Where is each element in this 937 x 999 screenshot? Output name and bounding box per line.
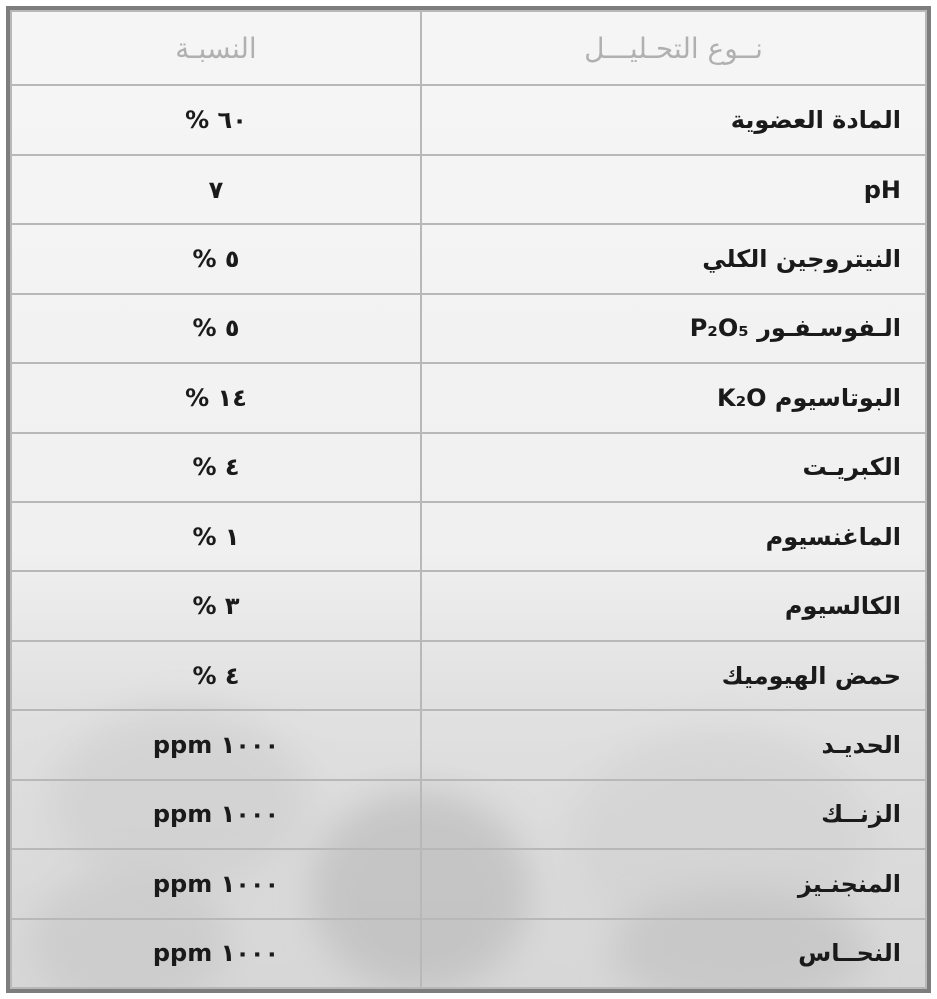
row-label: النيتروجين الكلي <box>421 224 926 293</box>
row-value: ١٤ % <box>11 363 421 432</box>
table-row <box>11 919 926 988</box>
table-row <box>11 224 926 293</box>
table-row <box>11 433 926 502</box>
table-row <box>11 571 926 640</box>
row-label: حمض الهيوميك <box>421 641 926 710</box>
row-value: ١٠٠٠ ppm <box>11 780 421 849</box>
table-row <box>11 85 926 154</box>
header-row <box>11 11 926 85</box>
row-label: الكبريـت <box>421 433 926 502</box>
row-label: المادة العضوية <box>421 85 926 154</box>
row-label: الماغنسيوم <box>421 502 926 571</box>
row-label: الحديـد <box>421 710 926 779</box>
row-label: النحــاس <box>421 919 926 988</box>
row-value: ١ % <box>11 502 421 571</box>
row-value: ٥ % <box>11 224 421 293</box>
table-frame <box>6 6 931 993</box>
row-label: المنجنـيز <box>421 849 926 918</box>
table-row <box>11 710 926 779</box>
table-row <box>11 502 926 571</box>
row-label: البوتاسيوم K₂O <box>421 363 926 432</box>
row-value: ١٠٠٠ ppm <box>11 710 421 779</box>
row-label: الزنــك <box>421 780 926 849</box>
table-row <box>11 363 926 432</box>
row-label: الكالسيوم <box>421 571 926 640</box>
row-value: ٥ % <box>11 294 421 363</box>
analysis-table <box>10 10 927 989</box>
row-label: الـفوسـفـور P₂O₅ <box>421 294 926 363</box>
row-value: ١٠٠٠ ppm <box>11 849 421 918</box>
table-row <box>11 155 926 224</box>
row-value: ٧ <box>11 155 421 224</box>
table-row <box>11 294 926 363</box>
row-value: ١٠٠٠ ppm <box>11 919 421 988</box>
header-analysis-type: نــوع التحـليـــل <box>421 11 926 85</box>
table-row <box>11 849 926 918</box>
row-value: ٦٠ % <box>11 85 421 154</box>
row-value: ٤ % <box>11 433 421 502</box>
table-row <box>11 641 926 710</box>
row-label: pH <box>421 155 926 224</box>
table-row <box>11 780 926 849</box>
header-ratio: النسبـة <box>11 11 421 85</box>
row-value: ٤ % <box>11 641 421 710</box>
row-value: ٣ % <box>11 571 421 640</box>
